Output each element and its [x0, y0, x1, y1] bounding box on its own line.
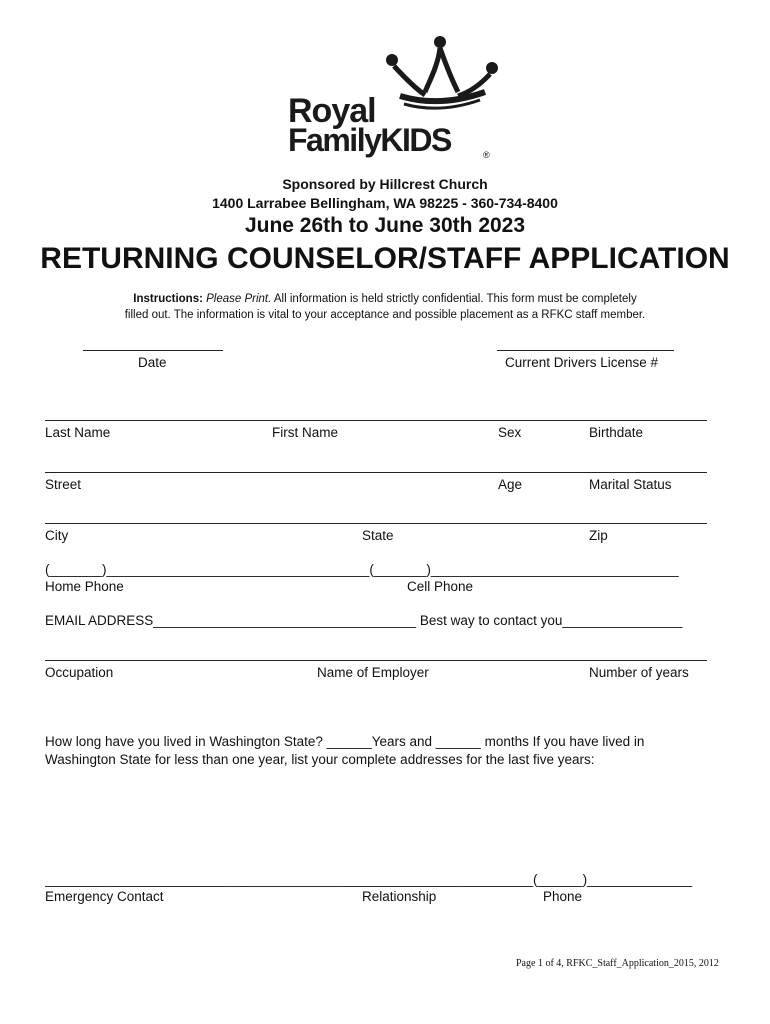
- emergency-contact-label: Emergency Contact: [45, 889, 164, 904]
- license-field[interactable]: [497, 350, 674, 351]
- marital-status-label: Marital Status: [589, 477, 672, 492]
- address-line: 1400 Larrabee Bellingham, WA 98225 - 360-734-8400: [212, 195, 558, 211]
- street-field[interactable]: [45, 472, 707, 473]
- residency-line-1: How long have you lived in Washington State? ______Years and ______ months If you have lived in: [45, 734, 645, 749]
- birthdate-label: Birthdate: [589, 425, 644, 440]
- residency-line-2: Washington State for less than one year, list your complete addresses for the last five years:: [45, 752, 595, 767]
- sex-label: Sex: [498, 425, 522, 440]
- logo-registered-mark: ®: [483, 150, 490, 160]
- first-name-label: First Name: [272, 425, 339, 440]
- instructions: [0, 291, 770, 323]
- event-dates: June 26th to June 30th 2023: [244, 214, 526, 237]
- date-label: Date: [138, 355, 167, 370]
- name-field[interactable]: [45, 420, 707, 421]
- phone-label: Phone: [543, 889, 583, 904]
- logo-royal: Royal: [288, 92, 376, 130]
- email-field-line[interactable]: EMAIL ADDRESS___________________________________ Best way to contact you________________: [45, 613, 683, 628]
- phone-field-line[interactable]: (_______)___________________________________(_______)_________________________________: [45, 562, 679, 577]
- logo: [285, 30, 495, 165]
- relationship-label: Relationship: [362, 889, 437, 904]
- instructions-label: Instructions:: [133, 293, 203, 305]
- crown-icon: [380, 30, 500, 120]
- page-footer: Page 1 of 4, RFKC_Staff_Application_2015, 2012: [516, 958, 719, 969]
- city-label: City: [45, 528, 69, 543]
- logo-familykids: FamilyKIDS: [288, 122, 451, 158]
- city-field[interactable]: [45, 523, 707, 524]
- license-label: Current Drivers License #: [505, 355, 659, 370]
- instructions-please-print: Please Print.: [206, 293, 272, 305]
- occupation-field[interactable]: [45, 660, 707, 661]
- residency-question[interactable]: [45, 733, 715, 769]
- instructions-text-2: filled out. The information is vital to your acceptance and possible placement as a RFKC staff member.: [124, 309, 646, 321]
- cell-phone-label: Cell Phone: [407, 579, 474, 594]
- age-label: Age: [498, 477, 523, 492]
- zip-label: Zip: [589, 528, 608, 543]
- last-name-label: Last Name: [45, 425, 111, 440]
- form-title: RETURNING COUNSELOR/STAFF APPLICATION: [40, 242, 730, 275]
- years-label: Number of years: [589, 665, 689, 680]
- home-phone-label: Home Phone: [45, 579, 124, 594]
- occupation-label: Occupation: [45, 665, 114, 680]
- street-label: Street: [45, 477, 82, 492]
- date-field[interactable]: [83, 350, 223, 351]
- emergency-field-line[interactable]: _________________________________________________________________(______)______________: [45, 872, 693, 887]
- instructions-text-1: All information is held strictly confidential. This form must be completely: [273, 293, 637, 305]
- employer-label: Name of Employer: [317, 665, 429, 680]
- state-label: State: [362, 528, 394, 543]
- sponsor-line: Sponsored by Hillcrest Church: [282, 176, 488, 192]
